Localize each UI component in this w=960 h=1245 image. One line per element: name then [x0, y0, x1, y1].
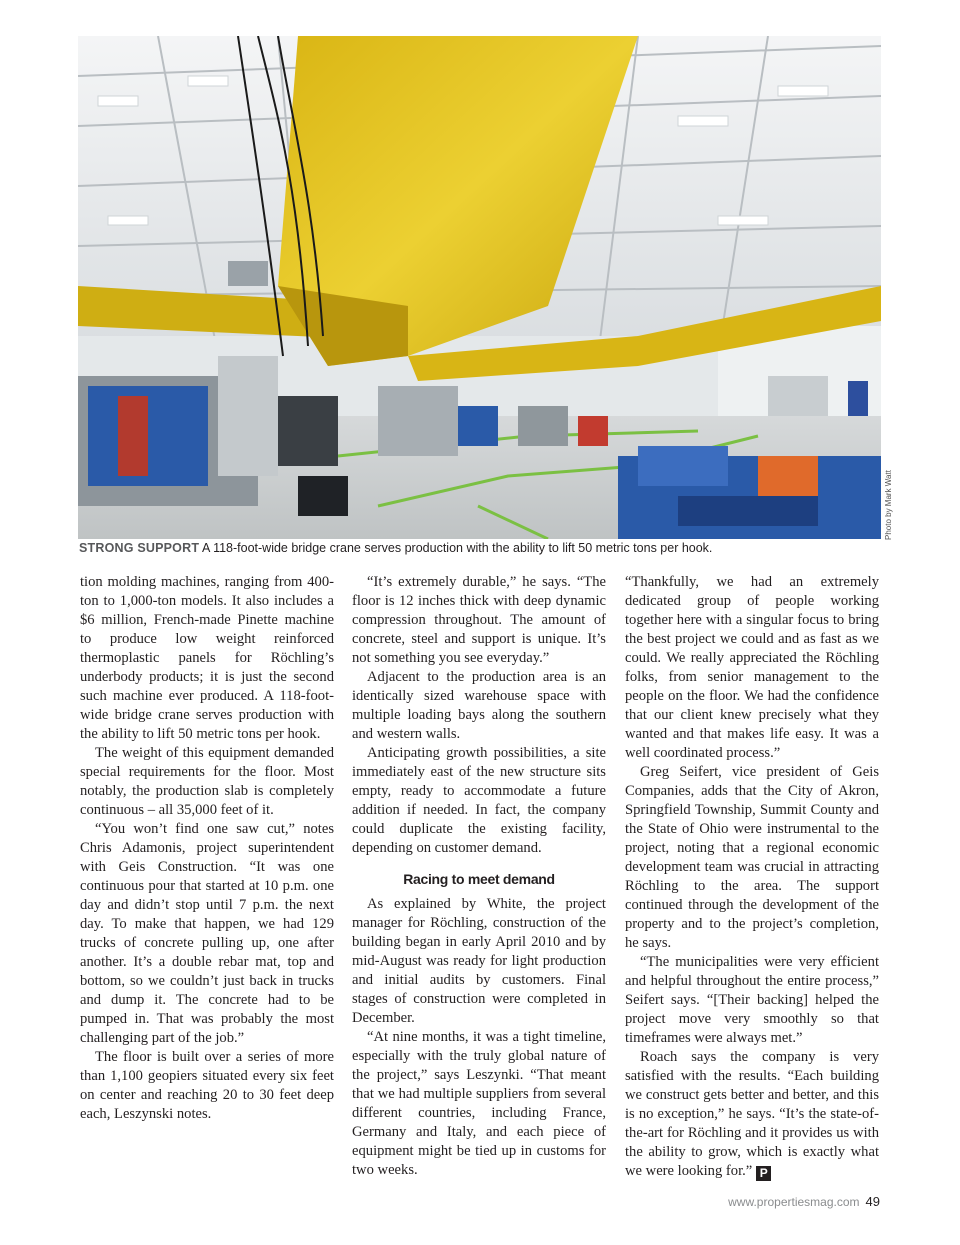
paragraph: Anticipating growth possibilities, a site immediately east of the new structure sits empty, ready to accommodate a future addition if needed. In fact, the company could duplicate the existing facility, depending on customer demand.: [352, 745, 606, 856]
page-number: 49: [865, 1194, 880, 1209]
paragraph: The floor is built over a series of more than 1,100 geopiers situated every six feet on center and reaching 20 to 30 feet deep each, Leszynski notes.: [80, 1049, 334, 1122]
article-column-1: [80, 573, 334, 1124]
paragraph: “You won’t find one saw cut,” notes Chris Adamonis, project superintendent with Geis Construction. “It was one continuous pour that started at 10 p.m. one day and didn’t stop until 7 p.m. the next day. To make that happen, we had 129 trucks of concrete pulling up, one after another. It’s a double rebar mat, top and bottom, so we couldn’t just back in trucks and dump it. The concrete had to be pumped in. That was probably the most challenging part of the job.”: [80, 821, 334, 1046]
paragraph: “At nine months, it was a tight timeline, especially with the truly global nature of the project,” says Leszynki. “That meant that we had multiple suppliers from several different countries, including France, Germany and Italy, and each piece of equipment might be tied up in customs for two weeks.: [352, 1029, 606, 1178]
footer-url[interactable]: www.propertiesmag.com: [728, 1195, 860, 1209]
paragraph: “It’s extremely durable,” he says. “The floor is 12 inches thick with deep dynamic compression throughout. The amount of concrete, steel and support is unique. It’s not something you see everyday.”: [352, 574, 606, 666]
article-column-2: [352, 573, 606, 1180]
paragraph-text: Roach says the company is very satisfied with the results. “Each building we construct gets better and better, and this is no exception,” he says. “It’s the state-of-the-art for Röchling and it provides us with the ability to grow, which is exactly what we were looking for.”: [625, 1049, 879, 1179]
paragraph-final: [625, 1048, 879, 1181]
caption-text: A 118-foot-wide bridge crane serves production with the ability to lift 50 metric tons per hook.: [199, 541, 713, 555]
page-footer: [728, 1194, 880, 1209]
paragraph: “The municipalities were very efficient and helpful throughout the entire process,” Seifert says. “[Their backing] helped the project move very smoothly so that timeframes were always met.”: [625, 954, 879, 1046]
paragraph: Adjacent to the production area is an identically sized warehouse space with multiple loading bays along the southern and western walls.: [352, 669, 606, 742]
end-mark-icon: P: [756, 1166, 771, 1181]
photo-caption: [79, 541, 879, 555]
caption-label: STRONG SUPPORT: [79, 541, 200, 555]
article-column-3: [625, 573, 879, 1181]
paragraph: As explained by White, the project manager for Röchling, construction of the building began in early April 2010 and by mid-August was ready for light production and initial audits by customers. Final stages of construction were completed in December.: [352, 896, 606, 1026]
crane-factory-image: [78, 36, 881, 539]
paragraph: Greg Seifert, vice president of Geis Companies, adds that the City of Akron, Springfield Township, Summit County and the State of Ohio were instrumental to the project, noting that a regional economic development team was crucial in attracting Röchling to the area. The support continued through the development of the property and to the project’s completion, he says.: [625, 764, 879, 951]
feature-photo: [78, 36, 881, 539]
section-subhead: Racing to meet demand: [403, 871, 555, 887]
photo-credit: Photo by Mark Watt: [884, 470, 893, 540]
paragraph: “Thankfully, we had an extremely dedicated group of people working together here with a singular focus to bring the best project we could and as fast as we could. We really appreciated the Röchling folks, from senior management to the people on the floor. We had the confidence that our client knew precisely what they wanted and that makes life easy. It was a well coordinated process.”: [625, 574, 879, 761]
paragraph: The weight of this equipment demanded special requirements for the floor. Most notably, the production slab is completely continuous – all 35,000 feet of it.: [80, 745, 334, 818]
paragraph: tion molding machines, ranging from 400-ton to 1,000-ton models. It also includes a $6 million, French-made Pinette machine to produce low weight reinforced thermoplastic panels for Röchling’s underbody products; it is just the second such machine ever produced. A 118-foot-wide bridge crane serves production with the ability to lift 50 metric tons per hook.: [80, 574, 334, 742]
